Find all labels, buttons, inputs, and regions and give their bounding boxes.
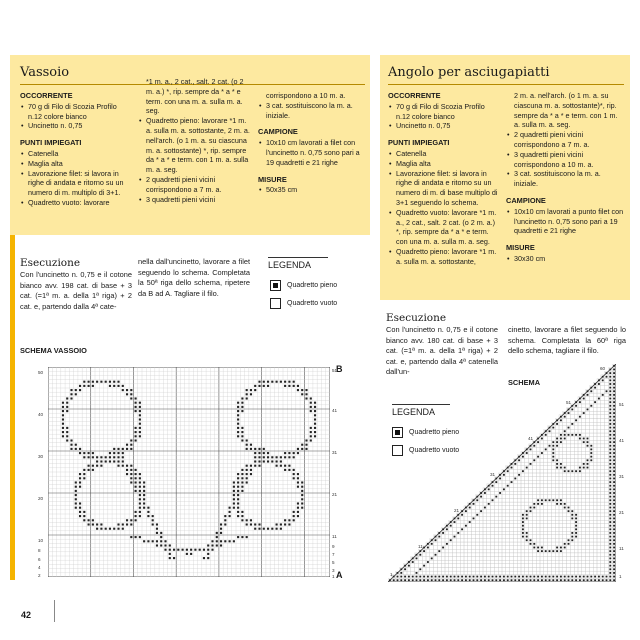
legend-label: Quadretto vuoto — [409, 447, 460, 454]
axis-label: 30 — [38, 454, 44, 459]
list-item: • Catenella — [20, 149, 132, 159]
axis-label: 10 — [38, 538, 44, 543]
axis-label: 7 — [332, 552, 335, 557]
left-h-campione: CAMPIONE — [258, 127, 298, 137]
axis-label: 40 — [38, 412, 44, 417]
filled-square-icon — [270, 280, 281, 291]
list-item: • 70 g di Filo di Scozia Profilo n.12 colore bianco — [388, 102, 500, 122]
list-item: • Quadretto vuoto: lavorare — [20, 198, 132, 208]
list-item: • 3 quadretti pieni vicini corrispondono a 10 m. a. — [506, 150, 624, 170]
legend-label: Quadretto pieno — [287, 282, 338, 289]
list-item: • 30x30 cm — [506, 254, 624, 264]
list-item: • Uncinetto n. 0,75 — [20, 121, 132, 131]
left-accent-bar — [10, 235, 15, 580]
axis-label: 11 — [332, 534, 337, 539]
angolo-filet-chart — [388, 364, 616, 582]
vassoio-filet-chart — [48, 367, 330, 577]
left-col-3 — [258, 91, 366, 195]
right-col-2 — [506, 91, 624, 264]
axis-label: 4 — [38, 565, 41, 570]
list-item: • Maglia alta — [20, 159, 132, 169]
axis-label: 51 — [332, 368, 338, 373]
axis-label: 31 — [619, 474, 625, 479]
right-legend-full — [392, 426, 461, 439]
list-item: *1 m. a., 2 cat., salt. 2 cat. (o 2 m. a.) *, rip. sempre da * a * e term. con una m. a. sulla m. a. seg. — [146, 77, 244, 116]
empty-square-icon — [270, 298, 281, 309]
legend-label: Quadretto pieno — [409, 429, 460, 436]
filled-square-icon — [392, 427, 403, 438]
right-schema-label: SCHEMA — [508, 378, 541, 387]
page-number: 42 — [21, 610, 32, 620]
axis-label: 60 — [600, 366, 606, 371]
left-legend-title: LEGENDA — [268, 257, 328, 270]
right-title: Angolo per asciugapiatti — [388, 65, 550, 80]
left-title: Vassoio — [20, 65, 70, 80]
left-legend-full — [270, 280, 337, 291]
axis-label: 50 — [38, 370, 44, 375]
left-exec-text-2: nella dall'uncinetto, lavorare a filet seguendo lo schema. Completata la 50ª riga dello schema, ripetere da B ad A. Tagliare il filo. — [138, 257, 250, 298]
axis-label: 5 — [332, 560, 335, 565]
left-exec-title: Esecuzione — [20, 257, 81, 269]
axis-label: 51 — [619, 402, 625, 407]
left-col-2 — [138, 77, 250, 204]
list-item: • 2 quadretti pieni vicini corrispondono a 7 m. a. — [506, 130, 624, 150]
list-item: • Lavorazione filet: si lavora in righe di andata e ritorno su un numero di m. di base multiplo di 3+1 seguendo lo schema. — [388, 169, 500, 208]
legend-label: Quadretto vuoto — [287, 300, 338, 307]
axis-label: 21 — [619, 510, 625, 515]
axis-label: 1 — [619, 574, 622, 579]
axis-label: 8 — [38, 548, 41, 553]
axis-label: 11 — [418, 544, 423, 549]
right-h-punti: PUNTI IMPIEGATI — [388, 138, 450, 148]
right-legend-empty — [392, 444, 461, 457]
list-item: • 10x10 cm lavorati a punto filet con l'uncinetto n. 0,75 sono pari a 19 quadretti e 21 righe — [506, 207, 624, 236]
right-h-occorrente: OCCORRENTE — [388, 91, 441, 100]
left-col-1 — [20, 91, 132, 208]
axis-label: 20 — [38, 496, 44, 501]
right-col-1 — [388, 91, 500, 267]
axis-label: 2 — [38, 573, 41, 578]
list-item: • Maglia alta — [388, 159, 500, 169]
list-item: • Catenella — [388, 149, 500, 159]
list-item: • Quadretto pieno: lavorare *1 m. a. sulla m. a. sottostante, 2 m. a. nell'arch. (o 1 m. a. su ciascuna m. a. sottostante) *, rip. sempre da * a * e term. con 1 m. a. sulla m. a. seg. — [138, 116, 250, 175]
axis-label: 1 — [390, 572, 393, 577]
page-rule — [54, 600, 55, 622]
left-schema-label: SCHEMA VASSOIO — [20, 346, 87, 355]
list-item: • 3 cat. sostituiscono la m. a. iniziale. — [258, 101, 366, 121]
list-item: 2 m. a. nell'arch. (o 1 m. a. su ciascuna m. a. sottostante)*, rip. sempre da * a * e term. con 1 m. a. sulla m. a. seg. — [514, 91, 618, 130]
list-item: • 50x35 cm — [258, 185, 366, 195]
right-legend-title: LEGENDA — [392, 404, 450, 417]
list-item: • 10x10 cm lavorati a filet con l'uncinetto n. 0,75 sono pari a 19 quadretti e 21 righe — [258, 138, 366, 167]
axis-label: 9 — [332, 544, 335, 549]
list-item: • 70 g di Filo di Scozia Profilo n.12 colore bianco — [20, 102, 132, 122]
list-item: • Uncinetto n. 0,75 — [388, 121, 500, 131]
axis-label: 41 — [528, 436, 534, 441]
axis-label: 1 — [332, 574, 335, 579]
axis-label: 11 — [619, 546, 624, 551]
list-item: • 3 quadretti pieni vicini — [138, 195, 250, 205]
left-legend-empty — [270, 298, 337, 309]
right-h-misure: MISURE — [506, 243, 535, 253]
right-exec-text-1: Con l'uncinetto n. 0,75 e il cotone bianco avv. 180 cat. di base + 3 cat. (=1ª m. a. della 1ª riga) + 2 cat. e, partendo dalla 4ª catenella dall'un- — [386, 325, 498, 376]
right-title-rule — [388, 84, 624, 85]
axis-label: 21 — [454, 508, 460, 513]
letter-a: A — [336, 570, 343, 580]
empty-square-icon — [392, 445, 403, 456]
list-item: • 3 cat. sostituiscono la m. a. iniziale. — [506, 169, 624, 189]
axis-label: 3 — [332, 568, 335, 573]
letter-b: B — [336, 364, 343, 374]
left-h-punti: PUNTI IMPIEGATI — [20, 138, 82, 148]
axis-label: 41 — [619, 438, 625, 443]
axis-label: 21 — [332, 492, 338, 497]
left-h-occorrente: OCCORRENTE — [20, 91, 73, 100]
axis-label: 31 — [332, 450, 338, 455]
axis-label: 6 — [38, 557, 41, 562]
list-item: • Quadretto vuoto: lavorare *1 m. a., 2 cat., salt. 2 cat. (o 2 m. a.) *, rip. sempre da * a * e term. con una m. a. sulla m. a. seg. — [388, 208, 500, 247]
list-item: • Lavorazione filet: si lavora in righe di andata e ritorno su un numero di m. multiplo di 3+1. — [20, 169, 132, 198]
axis-label: 51 — [566, 400, 572, 405]
left-h-misure: MISURE — [258, 174, 287, 184]
left-exec-text-1: Con l'uncinetto n. 0,75 e il cotone bianco avv. 198 cat. di base + 3 cat. (=1ª m. a. della 1ª riga) + 2 cat. e, partendo dalla 4ª cate- — [20, 270, 132, 311]
list-item: corrispondono a 10 m. a. — [266, 91, 346, 100]
right-exec-title: Esecuzione — [386, 312, 447, 324]
list-item: • 2 quadretti pieni vicini corrispondono a 7 m. a. — [138, 175, 250, 195]
list-item: • Quadretto pieno: lavorare *1 m. a. sulla m. a. sottostante, — [388, 247, 500, 267]
axis-label: 31 — [490, 472, 496, 477]
right-exec-text-2: cinetto, lavorare a filet seguendo lo schema. Completata la 60ª riga dello schema, tagliare il filo. — [508, 325, 626, 355]
axis-label: 41 — [332, 408, 338, 413]
right-h-campione: CAMPIONE — [506, 195, 546, 205]
